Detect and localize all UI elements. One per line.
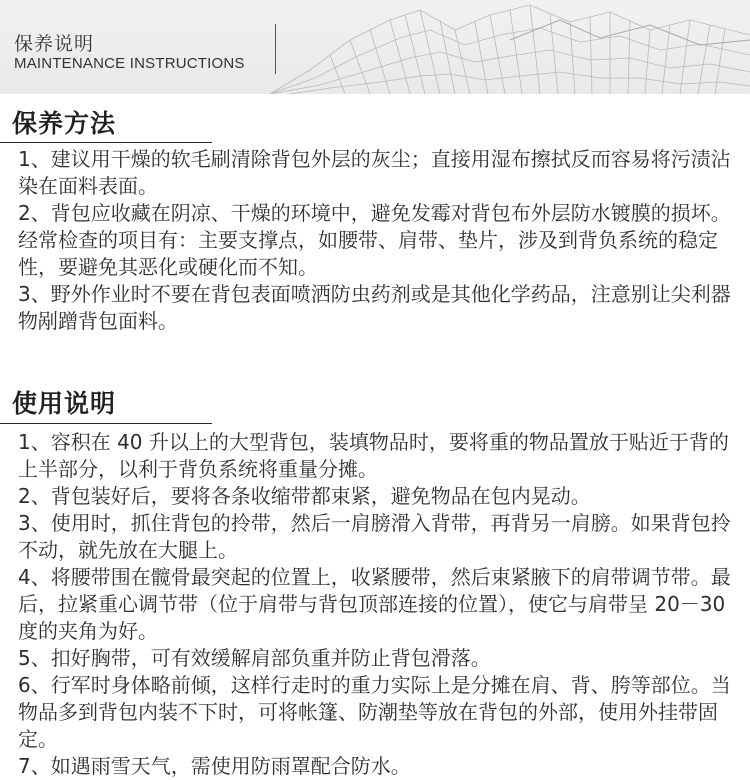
list-item: 3、使用时，抓住背包的拎带，然后一肩膀滑入背带，再背另一肩膀。如果背包拎不动，就先放在大腿上。 (18, 511, 731, 562)
mountain-mesh-graphic (270, 0, 750, 94)
list-item: 3、野外作业时不要在背包表面喷洒防虫药剂或是其他化学药品，注意别让尖利器物剐蹭背包面料。 (18, 282, 731, 333)
list-item: 1、建议用干燥的软毛刷清除背包外层的灰尘；直接用湿布擦拭反而容易将污渍沾染在面料表面。 (18, 147, 731, 198)
section-rule-usage (0, 423, 212, 424)
maintenance-list (18, 146, 746, 335)
list-item: 2、背包应收藏在阴凉、干燥的环境中，避免发霉对背包布外层防水镀膜的损坏。经常检查的项目有：主要支撑点，如腰带、肩带、垫片，涉及到背负系统的稳定性，要避免其恶化或硬化而不知。 (18, 201, 731, 279)
list-item: 5、扣好胸带，可有效缓解肩部负重并防止背包滑落。 (18, 646, 491, 670)
header-title-en: MAINTENANCE INSTRUCTIONS (14, 55, 245, 72)
header-divider (275, 24, 276, 74)
section-rule-maintenance (0, 142, 212, 143)
list-item: 7、如遇雨雪天气，需使用防雨罩配合防水。 (18, 754, 411, 778)
header-banner (0, 0, 750, 94)
list-item: 6、行军时身体略前倾，这样行走时的重力实际上是分摊在肩、背、胯等部位。当物品多到背包内装不下时，可将帐篷、防潮垫等放在背包的外部，使用外挂带固定。 (18, 673, 731, 751)
header-title-cn: 保养说明 (14, 33, 95, 55)
section-heading-maintenance: 保养方法 (12, 109, 117, 138)
list-item: 2、背包装好后，要将各条收缩带都束紧，避免物品在包内晃动。 (18, 484, 591, 508)
section-heading-usage: 使用说明 (12, 389, 117, 418)
list-item: 1、容积在 40 升以上的大型背包，装填物品时，要将重的物品置放于贴近于背的上半部分，以利于背负系统将重量分摊。 (18, 430, 729, 481)
list-item: 4、将腰带围在髋骨最突起的位置上，收紧腰带，然后束紧腋下的肩带调节带。最后，拉紧重心调节带（位于肩带与背包顶部连接的位置），使它与肩带呈 20－30 度的夹角为好。 (18, 565, 731, 643)
usage-list (18, 429, 746, 780)
